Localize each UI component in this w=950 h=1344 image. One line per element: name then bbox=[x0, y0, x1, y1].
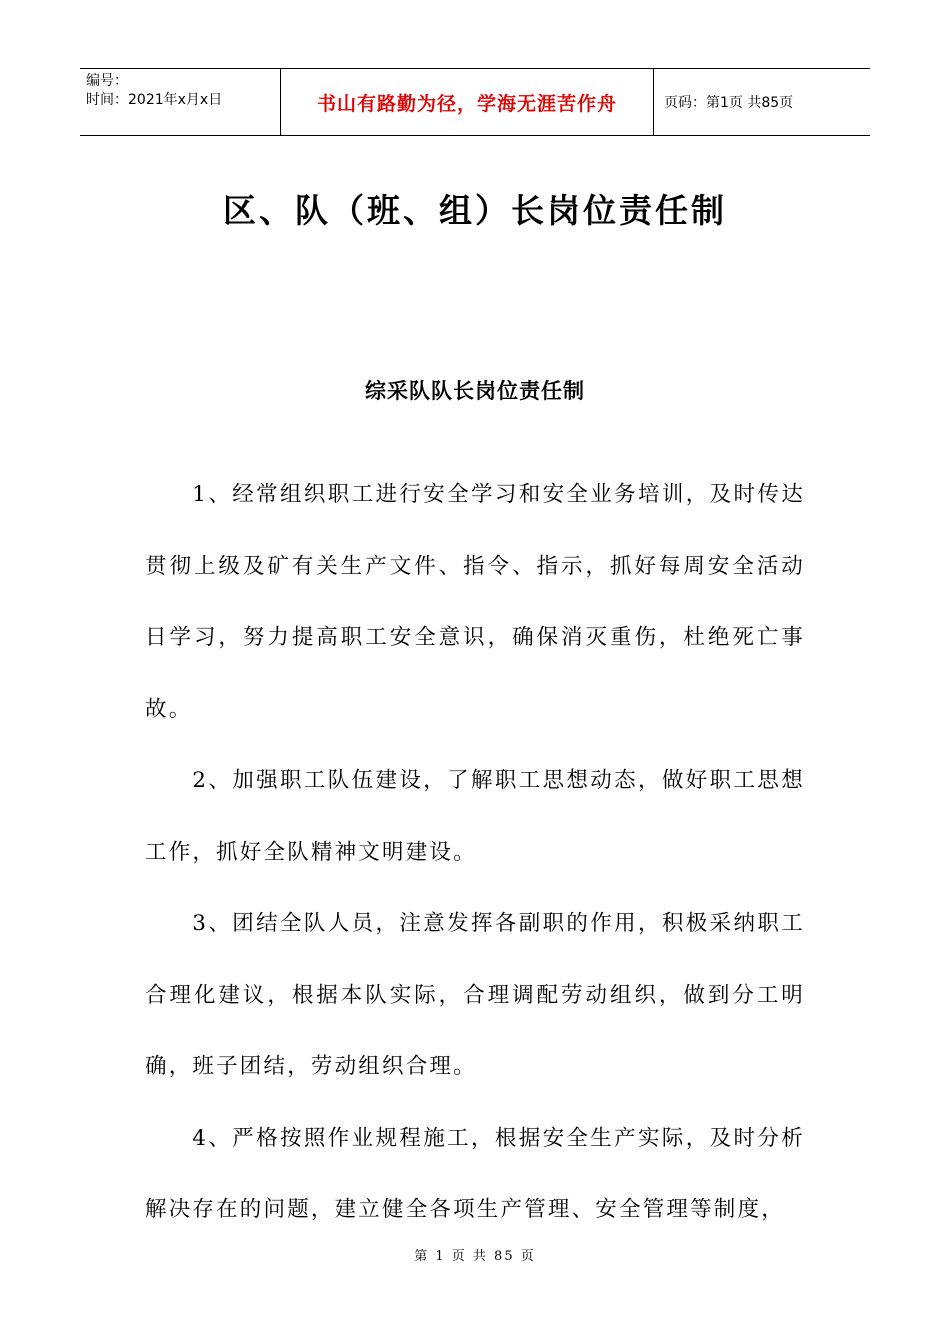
number-label: 编号： bbox=[86, 73, 128, 89]
paragraph-4: 4、严格按照作业规程施工，根据安全生产实际，及时分析解决存在的问题，建立健全各项生产管理、安全管理等制度， bbox=[145, 1125, 805, 1222]
section-subtitle: 综采队队长岗位责任制 bbox=[365, 379, 585, 403]
page-info: 页码：第1页 共85页 bbox=[664, 95, 794, 111]
header-motto-cell bbox=[281, 69, 654, 135]
header-page-cell bbox=[654, 69, 870, 135]
motto-text: 书山有路勤为径，学海无涯苦作舟 bbox=[316, 92, 617, 115]
time-label: 时间：2021年x月x日 bbox=[86, 92, 223, 108]
page-footer: 第 1 页 共 85 页 bbox=[414, 1249, 536, 1264]
header-table bbox=[80, 68, 870, 136]
document-body bbox=[145, 459, 805, 1246]
paragraph-3: 3、团结全队人员，注意发挥各副职的作用，积极采纳职工合理化建议，根据本队实际，合理调配劳动组织，做到分工明确，班子团结，劳动组织合理。 bbox=[145, 911, 805, 1079]
paragraph-1: 1、经常组织职工进行安全学习和安全业务培训，及时传达贯彻上级及矿有关生产文件、指令、指示，抓好每周安全活动日学习，努力提高职工安全意识，确保消灭重伤，杜绝死亡事故。 bbox=[145, 482, 805, 722]
document-title: 区、队（班、组）长岗位责任制 bbox=[223, 191, 727, 230]
paragraph-2: 2、加强职工队伍建设，了解职工思想动态，做好职工思想工作，抓好全队精神文明建设。 bbox=[145, 768, 805, 865]
header-meta-cell bbox=[80, 69, 281, 135]
